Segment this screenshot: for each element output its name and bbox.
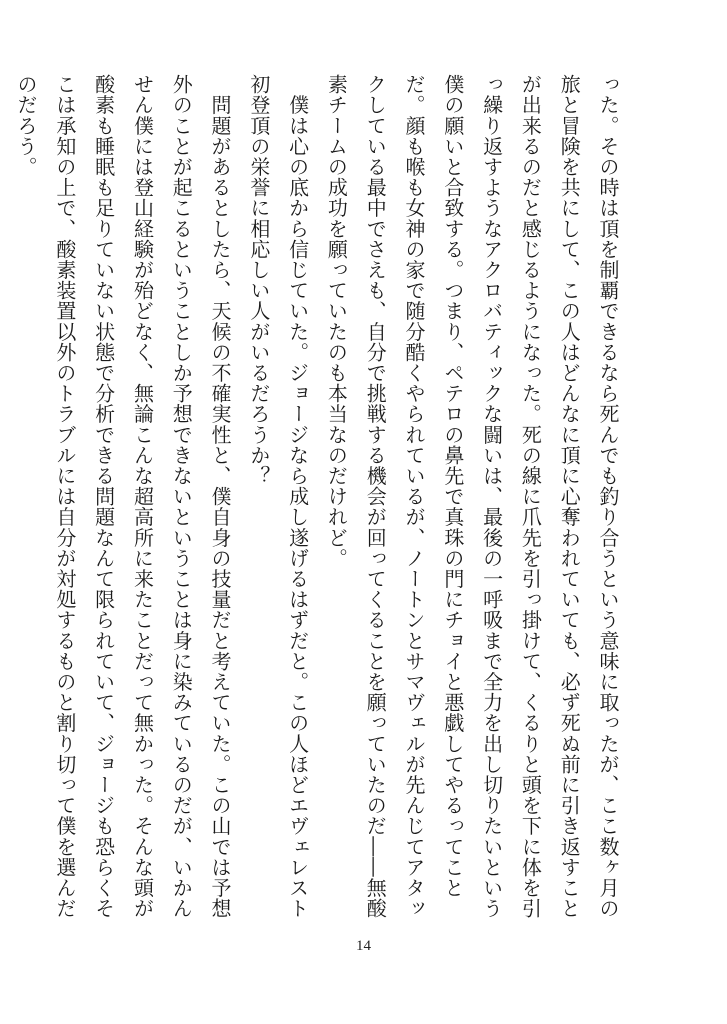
paragraph-1: った。その時は頂を制覇できるなら死んでも釣り合うという意味に取ったが、ここ数ヶ月の旅と冒険を共にして、この人はどんなに頂に心奪われていても、必ず死ぬ前に引き返すことが出来るのだと感じるようになった。死の線に爪先を引っ掛けて、くるりと頭を下に体を引っ繰り返すようなアクロバティックな闘いは、最後の一呼吸まで全力を出し切りたいという僕の願いと合致する。つまり、ペテロの鼻先で真珠の門にチョイと悪戯してやるってことだ。顔も喉も女神の家で随分酷くやられているが、ノートンとサマヴェルが先んじてアタックしている最中でさえも、自分で挑戦する機会が回ってくることを願っていたのだ――無酸素チームの成功を願っていたのも本当なのだけれど。	[324, 74, 620, 919]
paragraph-3: 問題があるとしたら、天候の不確実性と、僕自身の技量だと考えていた。この山では予想外のことが起こるということしか予想できないということは身に染みているのだが、いかんせん僕には登山経験が殆どなく、無論こんな超高所に来たことだって無かった。そんな頭が酸素も睡眠も足りていない状態で分析できる問題なんて限られていて、ジョージも恐らくそこは承知の上で、酸素装置以外のトラブルには自分が対処するものと割り切って僕を選んだのだろう。	[14, 74, 233, 919]
page-number: 14	[356, 938, 371, 954]
vertical-text-body	[14, 74, 627, 924]
paragraph-2: 僕は心の底から信じていた。ジョージなら成し遂げるはずだと。この人ほどエヴェレスト初登頂の栄誉に相応しい人がいるだろうか？	[246, 74, 310, 919]
